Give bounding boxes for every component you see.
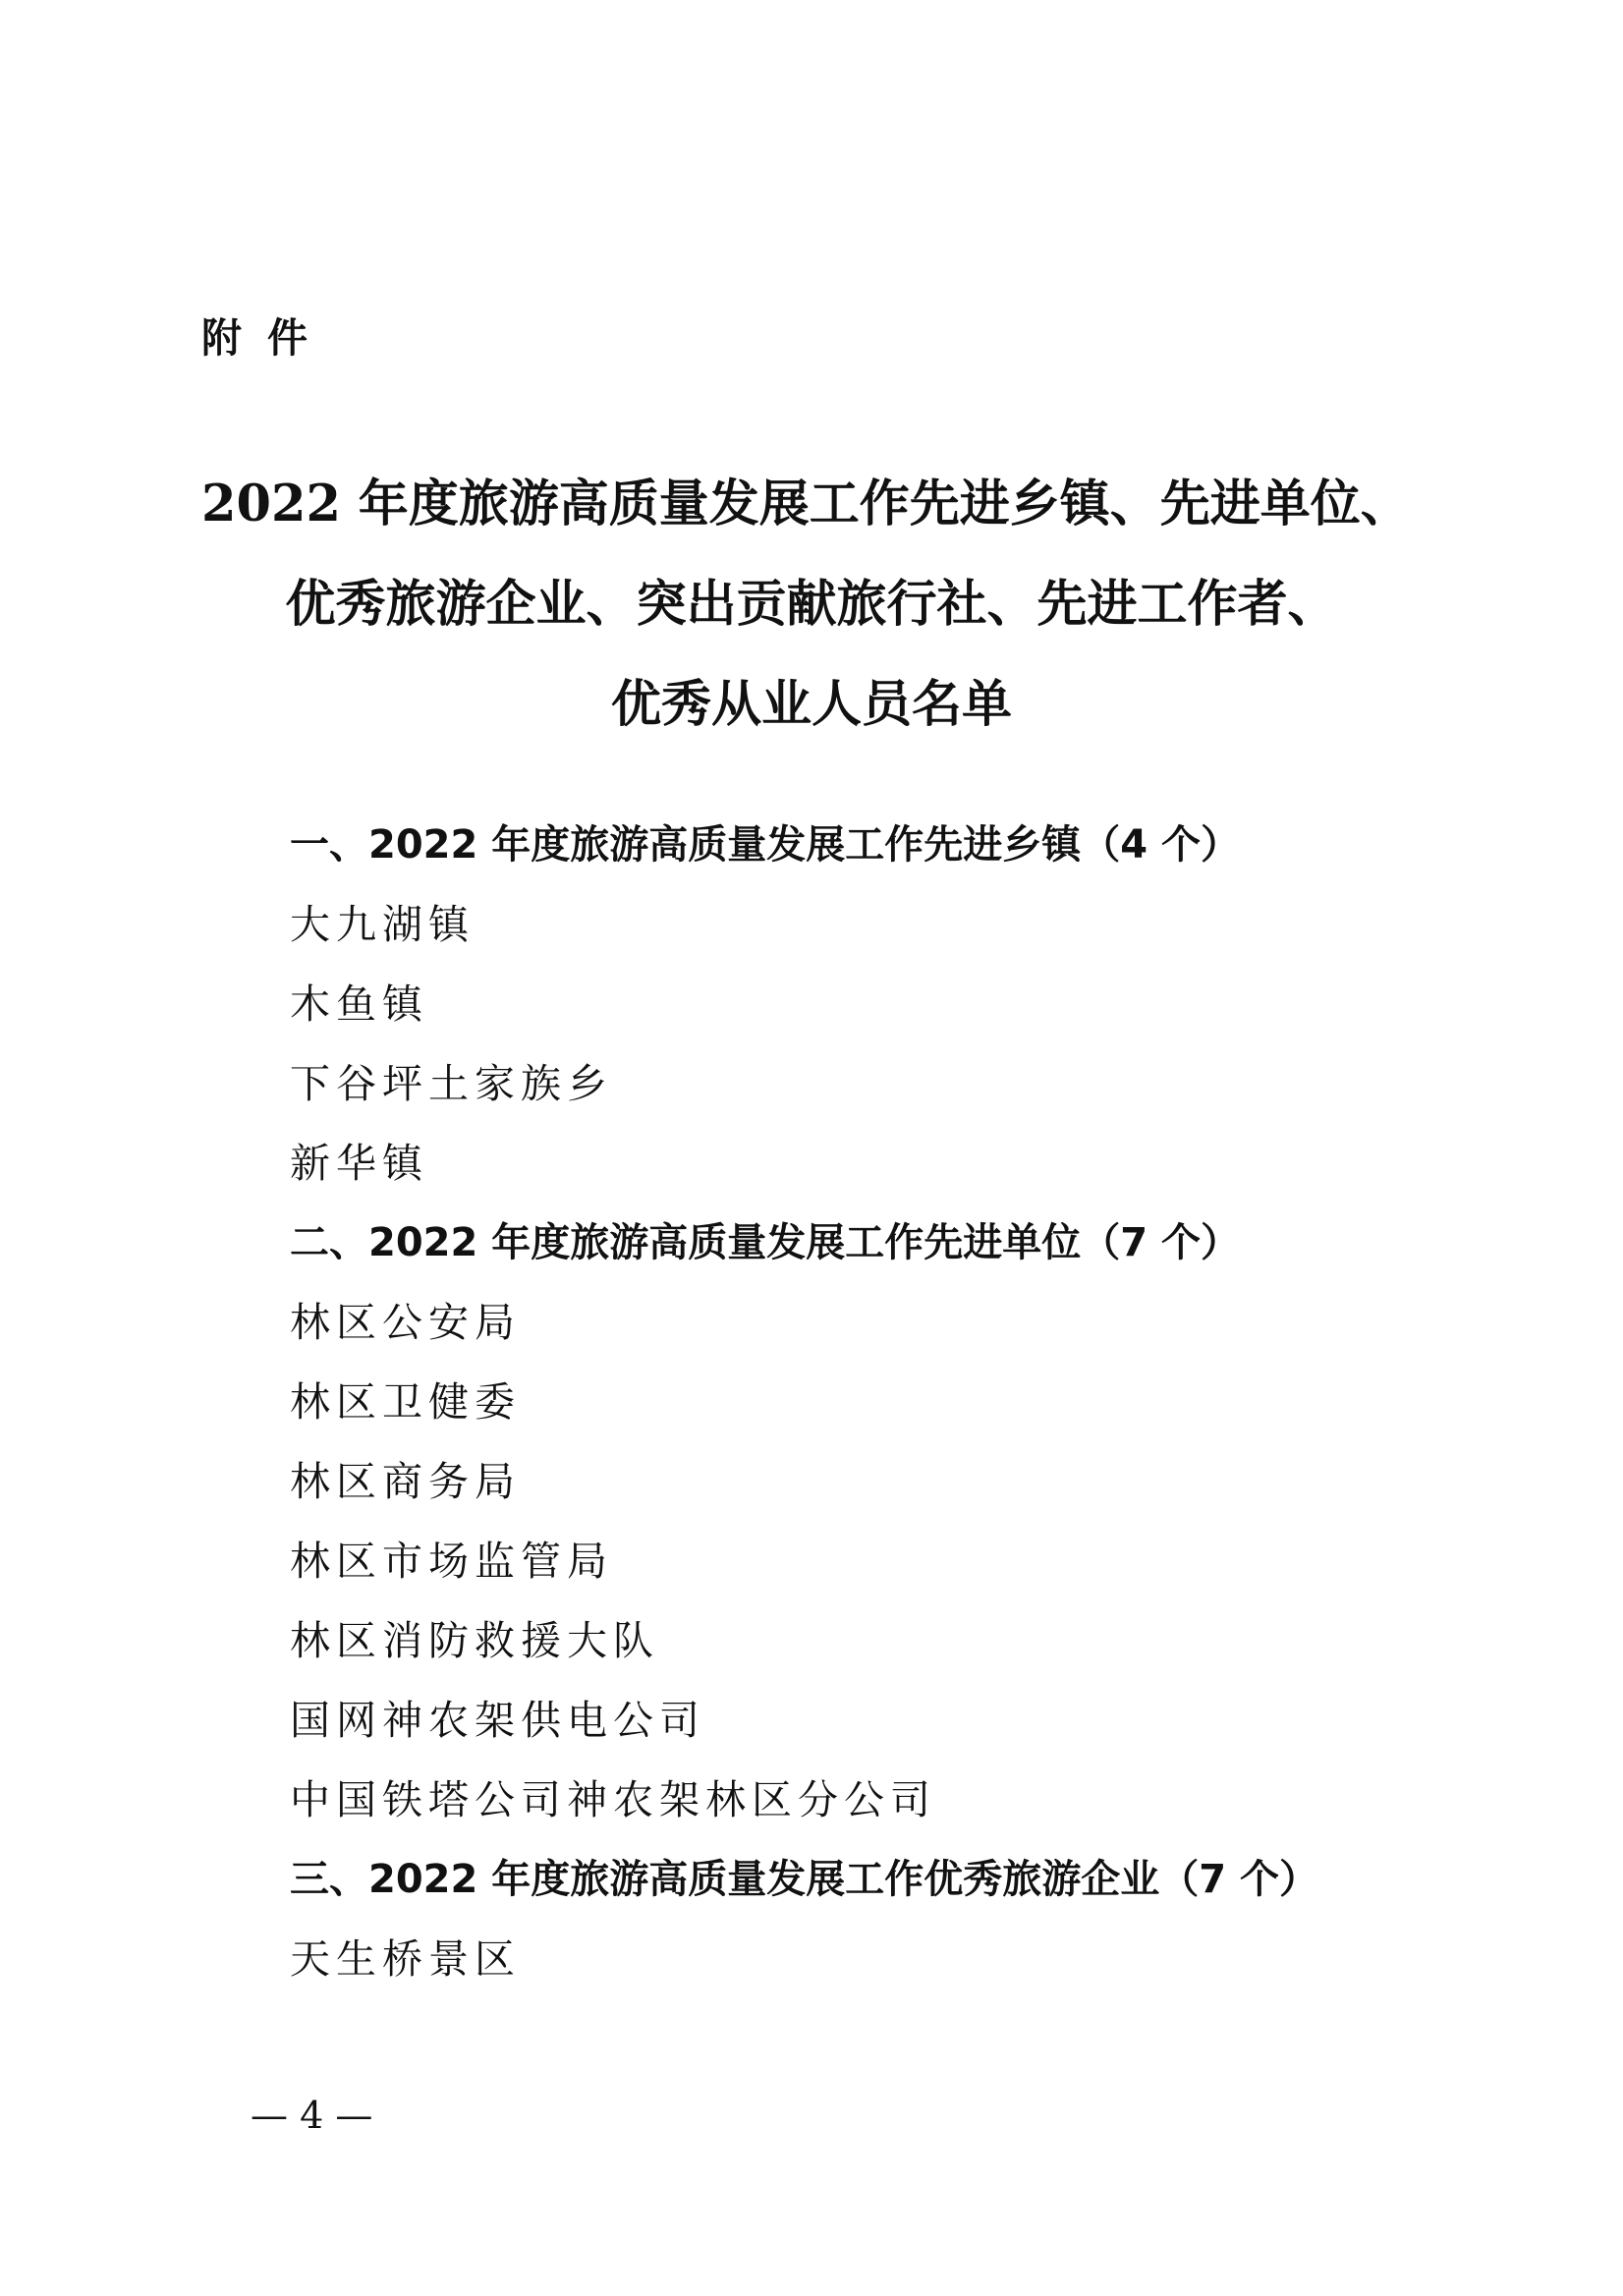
- document-title: [0, 454, 1623, 755]
- section-heading-towns: 一、2022 年度旅游高质量发展工作先进乡镇（4 个）: [290, 822, 1241, 868]
- list-item: 天生桥景区: [290, 1935, 521, 1983]
- list-item: 林区公安局: [290, 1299, 521, 1346]
- section-heading-enterprises: 三、2022 年度旅游高质量发展工作优秀旅游企业（7 个）: [290, 1857, 1319, 1902]
- title-line-3: 优秀从业人员名单: [610, 675, 1012, 734]
- page-number: — 4 —: [251, 2094, 373, 2137]
- list-item: 林区卫健委: [290, 1378, 521, 1426]
- list-item: 木鱼镇: [290, 980, 428, 1028]
- list-item: 中国铁塔公司神农架林区分公司: [290, 1776, 936, 1823]
- list-item: 林区消防救援大队: [290, 1617, 659, 1664]
- list-item: 新华镇: [290, 1140, 428, 1187]
- title-line-2: 优秀旅游企业、突出贡献旅行社、先进工作者、: [285, 575, 1338, 634]
- list-item: 林区市场监管局: [290, 1538, 613, 1585]
- list-item: 大九湖镇: [290, 901, 475, 948]
- attachment-label: 附件: [201, 314, 333, 362]
- section-heading-units: 二、2022 年度旅游高质量发展工作先进单位（7 个）: [290, 1220, 1241, 1265]
- list-item: 林区商务局: [290, 1458, 521, 1505]
- list-item: 下谷坪土家族乡: [290, 1060, 613, 1107]
- award-list: [290, 806, 1469, 1999]
- list-item: 国网神农架供电公司: [290, 1697, 705, 1744]
- title-line-1: 2022 年度旅游高质量发展工作先进乡镇、先进单位、: [201, 475, 1411, 533]
